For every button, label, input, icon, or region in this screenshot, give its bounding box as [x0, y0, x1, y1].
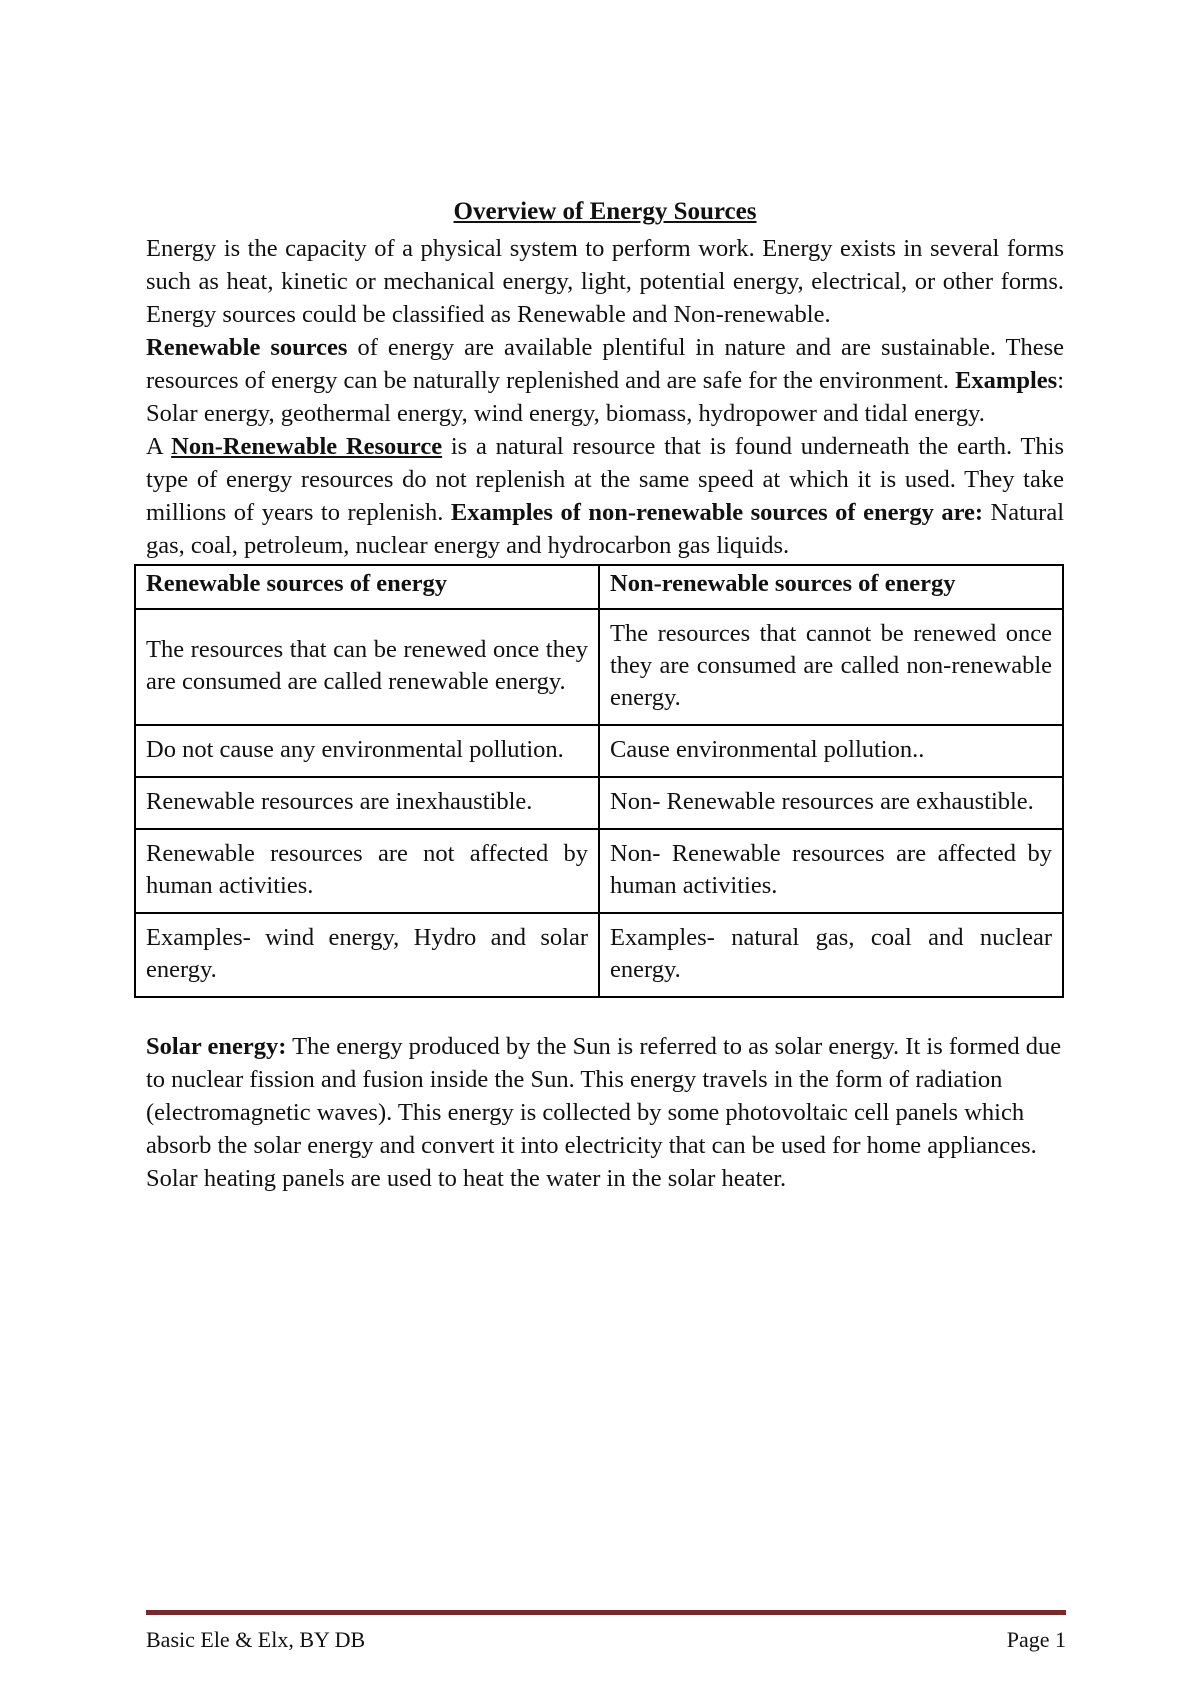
table-cell-renewable: The resources that can be renewed once they are consumed are called renewable energy.	[135, 609, 599, 725]
table-cell-nonrenewable: Examples- natural gas, coal and nuclear energy.	[599, 913, 1063, 997]
nonrenewable-examples-label: Examples of non-renewable sources of energy are:	[450, 499, 984, 526]
solar-label: Solar energy:	[146, 1033, 287, 1060]
renewable-examples-label: Examples	[955, 367, 1058, 394]
footer-page-number: Page 1	[1006, 1627, 1066, 1652]
comparison-table	[134, 564, 1064, 998]
table-cell-nonrenewable: Non- Renewable resources are exhaustible.	[599, 777, 1063, 829]
table-header-renewable: Renewable sources of energy	[135, 565, 599, 609]
table-row	[135, 777, 1063, 829]
table-cell-nonrenewable: Cause environmental pollution..	[599, 725, 1063, 777]
nonrenewable-prefix: A	[146, 433, 172, 460]
table-header-row	[135, 565, 1063, 609]
table-cell-renewable: Renewable resources are inexhaustible.	[135, 777, 599, 829]
table-cell-nonrenewable: Non- Renewable resources are affected by human activities.	[599, 829, 1063, 913]
table-row	[135, 829, 1063, 913]
table-row	[135, 609, 1063, 725]
table-row	[135, 725, 1063, 777]
footer-left-text: Basic Ele & Elx, BY DB	[146, 1627, 366, 1652]
table-cell-renewable: Examples- wind energy, Hydro and solar energy.	[135, 913, 599, 997]
nonrenewable-examples-text: Natural gas, coal, petroleum, nuclear energy and hydrocarbon gas liquids.	[146, 499, 1065, 559]
table-row	[135, 913, 1063, 997]
renewable-text: of energy are available plentiful in nature and are sustainable. These resources of energy can be naturally replenished and are safe for the environment.	[146, 334, 1064, 394]
footer-rule	[146, 1610, 1066, 1615]
renewable-examples-text: : Solar energy, geothermal energy, wind energy, biomass, hydropower and tidal energy.	[146, 367, 1064, 427]
nonrenewable-text: is a natural resource that is found underneath the earth. This type of energy resources do not replenish at the same speed at which it is used. They take millions of years to replenish.	[146, 433, 1065, 526]
solar-text: The energy produced by the Sun is referred to as solar energy. It is formed due to nuclear fission and fusion inside the Sun. This energy travels in the form of radiation (electromagnetic waves). This energy is collected by some photovoltaic cell panels which absorb the solar energy and convert it into electricity that can be used for home appliances. Solar heating panels are used to heat the water in the solar heater.	[146, 1033, 1062, 1192]
table-cell-renewable: Do not cause any environmental pollution.	[135, 725, 599, 777]
nonrenewable-term: Non-Renewable Resource	[171, 433, 443, 460]
renewable-term: Renewable sources	[146, 334, 348, 361]
document-page	[146, 196, 1064, 1195]
solar-paragraph	[146, 1030, 1086, 1195]
intro-paragraph: Energy is the capacity of a physical system to perform work. Energy exists in several forms such as heat, kinetic or mechanical energy, light, potential energy, electrical, or other forms. Energy sources could be classified as Renewable and Non-renewable.	[146, 235, 1064, 328]
table-header-nonrenewable: Non-renewable sources of energy	[599, 565, 1063, 609]
page-title: Overview of Energy Sources	[453, 198, 757, 225]
table-cell-nonrenewable: The resources that cannot be renewed once they are consumed are called non-renewable energy.	[599, 609, 1063, 725]
table-cell-renewable: Renewable resources are not affected by human activities.	[135, 829, 599, 913]
nonrenewable-paragraph	[146, 430, 1064, 562]
renewable-paragraph	[146, 331, 1064, 430]
